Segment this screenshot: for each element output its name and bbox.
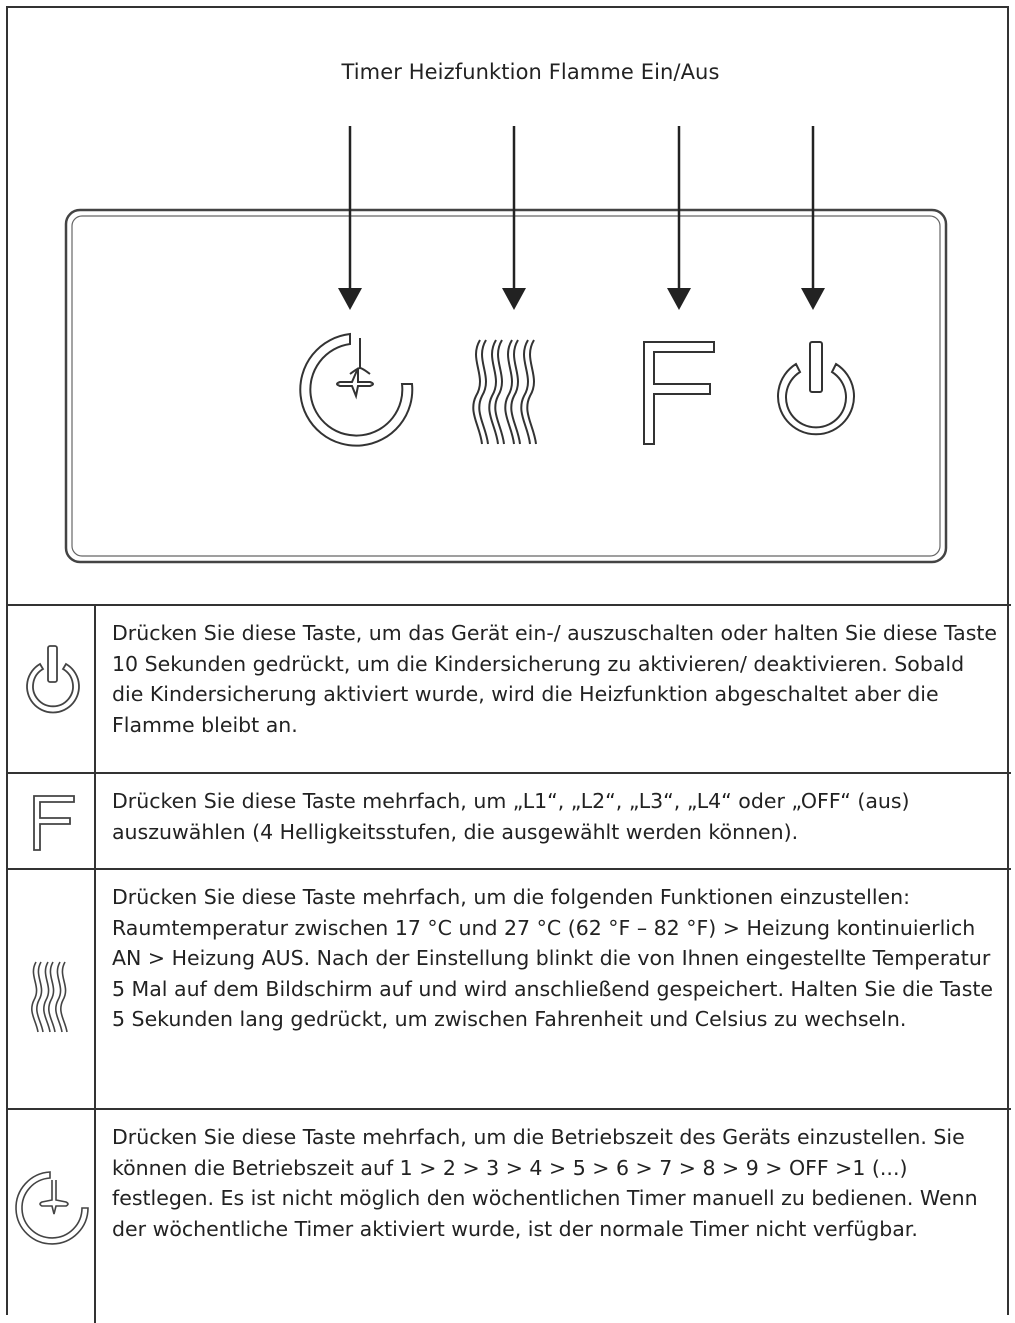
control-panel-diagram xyxy=(8,8,1011,606)
row-text: Drücken Sie diese Taste mehrfach, um die folgenden Funktionen einzustellen: Raumtemperatur zwischen 17 °C und 27 °C (62 °F – 82 °F) > Heizung kontinuierlich AN > Heizung AUS. Nach der Einstellung blinkt die von Ihnen eingestellte Temperatur 5 Mal auf dem Bildschirm auf und wird anschließend gespeichert. Halten Sie die Taste 5 Sekunden lang gedrückt, um zwischen Fahrenheit und Celsius zu wechseln. xyxy=(112,885,994,1031)
arrow-heat xyxy=(502,126,526,310)
power-icon xyxy=(8,606,96,774)
heat-waves-icon xyxy=(8,870,96,1110)
table-row xyxy=(8,1110,1011,1323)
timer-icon xyxy=(8,1110,96,1323)
flame-f-icon[interactable] xyxy=(644,342,714,444)
row-text: Drücken Sie diese Taste mehrfach, um „L1“, „L2“, „L3“, „L4“ oder „OFF“ (aus) auszuwählen (4 Helligkeitsstufen, die ausgewählt werden können). xyxy=(112,789,910,844)
row-icon-cell xyxy=(8,870,96,1108)
arrow-power xyxy=(801,126,825,310)
table-row xyxy=(8,606,1011,774)
arrow-flame xyxy=(667,126,691,310)
power-icon[interactable] xyxy=(778,342,854,434)
row-icon-cell xyxy=(8,1110,96,1323)
row-icon-cell xyxy=(8,606,96,772)
panel-drawing xyxy=(8,8,1011,606)
row-text: Drücken Sie diese Taste mehrfach, um die Betriebszeit des Geräts einzustellen. Sie können die Betriebszeit auf 1 > 2 > 3 > 4 > 5 > 6 > 7 > 8 > 9 > OFF >1 (...) festlegen. Es ist nicht möglich den wöchentlichen Timer manuell zu bedienen. Wenn der wöchentliche Timer aktiviert wurde, ist der normale Timer nicht verfügbar. xyxy=(112,1125,978,1241)
row-text: Drücken Sie diese Taste, um das Gerät ein-/ auszuschalten oder halten Sie diese Taste 10 Sekunden gedrückt, um die Kindersicherung zu aktivieren/ deaktivieren. Sobald die Kindersicherung aktiviert wurde, wird die Heizfunktion abgeschaltet aber die Flamme bleibt an. xyxy=(112,621,998,737)
arrow-timer xyxy=(338,126,362,310)
top-label: Timer Heizfunktion Flamme Ein/Aus xyxy=(341,60,720,84)
flame-f-icon xyxy=(8,774,96,870)
heat-waves-icon[interactable] xyxy=(473,340,536,444)
table-row xyxy=(8,870,1011,1110)
row-icon-cell xyxy=(8,774,96,868)
instruction-table xyxy=(6,6,1009,1315)
table-row xyxy=(8,774,1011,870)
timer-icon[interactable] xyxy=(300,334,412,446)
